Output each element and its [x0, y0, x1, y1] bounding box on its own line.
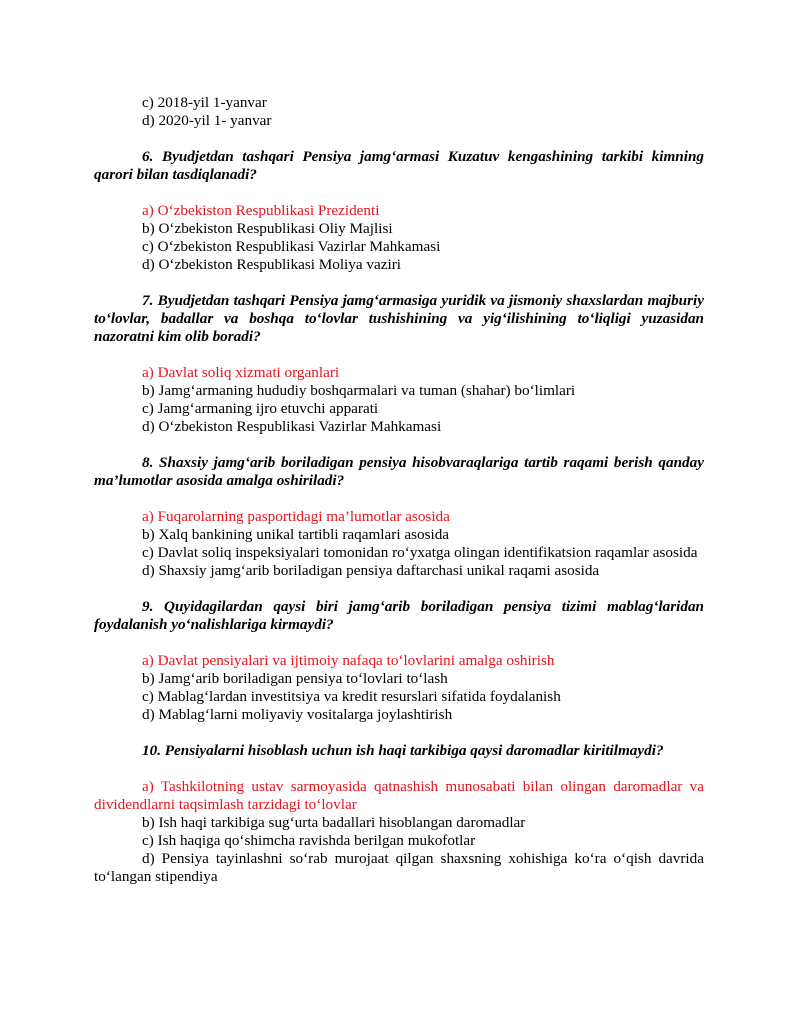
q9-answer-a: a) Davlat pensiyalari va ijtimoiy nafaqa to‘lovlarini amalga oshirish: [142, 652, 555, 669]
question-10: 10. Pensiyalarni hisoblash uchun ish haqi tarkibiga qaysi daromadlar kiritilmaydi?: [142, 742, 664, 759]
q8-option-d: d) Shaxsiy jamg‘arib boriladigan pensiya daftarchasi unikal raqami asosida: [142, 562, 600, 579]
q10-option-b: b) Ish haqi tarkibiga sug‘urta badallari hisoblangan daromadlar: [142, 814, 526, 831]
question-9: 9. Quyidagilardan qaysi biri jamg‘arib boriladigan pensiya tizimi mablag‘laridan foydalanish yo‘nalishlariga kirmaydi?: [94, 598, 704, 633]
q10-option-d: d) Pensiya tayinlashni so‘rab murojaat qilgan shaxsning xohishiga ko‘ra o‘qish davrida to‘langan stipendiya: [94, 850, 704, 885]
question-8: 8. Shaxsiy jamg‘arib boriladigan pensiya hisobvaraqlariga tartib raqami berish qanday ma’lumotlar asosida amalga oshiriladi?: [94, 454, 704, 489]
option-c-prev: c) 2018-yil 1-yanvar: [142, 94, 267, 111]
q9-option-d: d) Mablag‘larni moliyaviy vositalarga joylashtirish: [142, 706, 453, 723]
q7-option-b: b) Jamg‘armaning hududiy boshqarmalari va tuman (shahar) bo‘limlari: [142, 382, 576, 399]
q8-option-c: c) Davlat soliq inspeksiyalari tomonidan ro‘yxatga olingan identifikatsion raqamlar asosida: [142, 544, 698, 561]
q7-option-c: c) Jamg‘armaning ijro etuvchi apparati: [142, 400, 379, 417]
q9-option-b: b) Jamg‘arib boriladigan pensiya to‘lovlari to‘lash: [142, 670, 448, 687]
document-body: [94, 94, 704, 886]
q7-option-d: d) O‘zbekiston Respublikasi Vazirlar Mahkamasi: [142, 418, 442, 435]
q8-answer-a: a) Fuqarolarning pasportidagi ma’lumotlar asosida: [142, 508, 450, 525]
q8-option-b: b) Xalq bankining unikal tartibli raqamlari asosida: [142, 526, 450, 543]
q6-option-c: c) O‘zbekiston Respublikasi Vazirlar Mahkamasi: [142, 238, 441, 255]
q10-option-c: c) Ish haqiga qo‘shimcha ravishda berilgan mukofotlar: [142, 832, 476, 849]
q6-option-b: b) O‘zbekiston Respublikasi Oliy Majlisi: [142, 220, 393, 237]
question-7: 7. Byudjetdan tashqari Pensiya jamg‘armasiga yuridik va jismoniy shaxslardan majburiy to‘lovlar, badallar va boshqa to‘lovlar tushishining va yig‘ilishining to‘liqligi yuzasidan nazoratni kim olib boradi?: [94, 292, 704, 345]
question-6: 6. Byudjetdan tashqari Pensiya jamg‘armasi Kuzatuv kengashining tarkibi kimning qarori bilan tasdiqlanadi?: [94, 148, 704, 183]
q10-answer-a: a) Tashkilotning ustav sarmoyasida qatnashish munosabati bilan olingan daromadlar va dividendlarni taqsimlash tarzidagi to‘lovlar: [94, 778, 704, 813]
q9-option-c: c) Mablag‘lardan investitsiya va kredit resurslari sifatida foydalanish: [142, 688, 561, 705]
option-d-prev: d) 2020-yil 1- yanvar: [142, 112, 272, 129]
q6-option-d: d) O‘zbekiston Respublikasi Moliya vaziri: [142, 256, 401, 273]
q6-answer-a: a) O‘zbekiston Respublikasi Prezidenti: [142, 202, 380, 219]
q7-answer-a: a) Davlat soliq xizmati organlari: [142, 364, 340, 381]
